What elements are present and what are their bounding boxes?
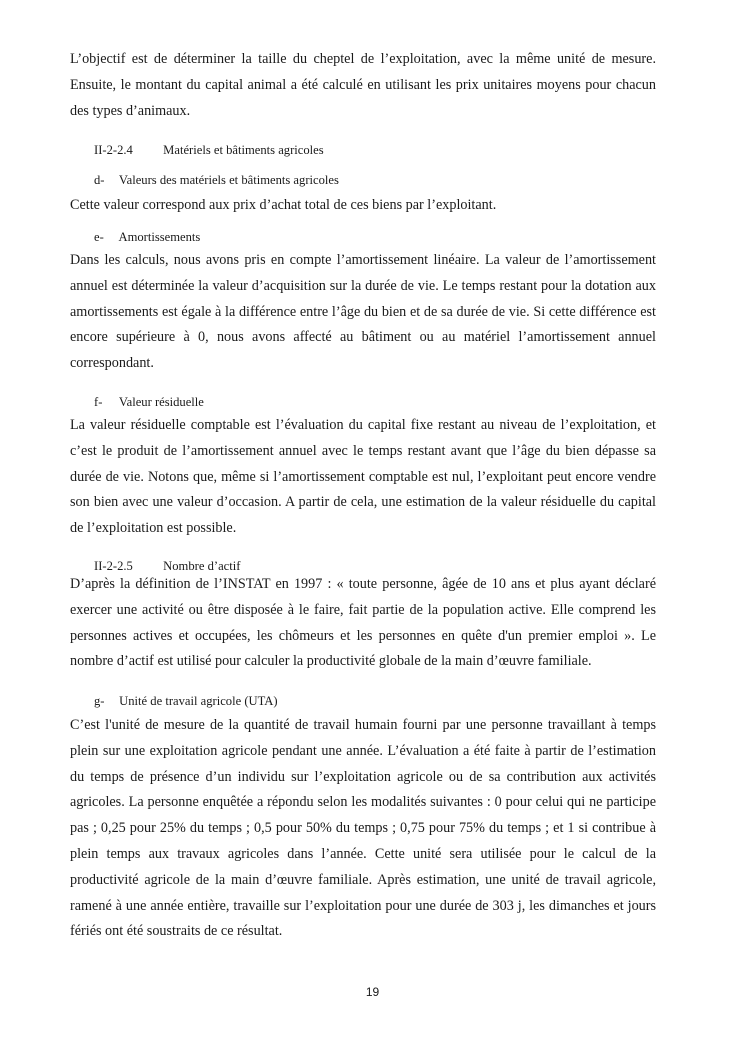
paragraph-uta: C’est l'unité de mesure de la quantité de travail humain fourni par une personne travaillant à temps plein sur une exploitation agricole pendant une année. L’évaluation a été faite à partir de l’estimation du temps de présence d’un individu sur l’exploitation agricole ou de sa contribution aux activités agricoles. La personne enquêtée a répondu selon les modalités suivantes : 0 pour celui qui ne participe pas ; 0,25 pour 25% du temps ; 0,5 pour 50% du temps ; 0,75 pour 75% du temps ; et 1 si contribue à plein temps aux travaux agricoles dans l’année. Cette unité sera utilisée pour le calcul de la productivité agricole de la main d’œuvre familiale. Après estimation, une unité de travail agricole, ramené à une année entière, travaille sur l’exploitation pour une durée de 303 j, les dimanches et jours fériés ont été soustraits de ce résultat. [70, 717, 656, 940]
paragraph-amortissement: Dans les calculs, nous avons pris en compte l’amortissement linéaire. La valeur de l’amortissement annuel est déterminée la valeur d’acquisition sur la durée de vie. Le temps restant pour la dotation aux amortissements est égale à la différence entre l’âge du bien et de sa durée de vie. Si cette différence est encore supérieure à 0, nous avons affecté au bâtiment ou au matériel l’amortissement annuel correspondant. [70, 252, 656, 372]
heading-number: d- [94, 173, 105, 187]
heading-title: Unité de travail agricole (UTA) [119, 694, 278, 708]
heading-materiels-batiments [94, 142, 324, 158]
heading-valeurs-materiels [94, 172, 339, 188]
heading-title: Matériels et bâtiments agricoles [163, 143, 324, 157]
paragraph-population-active: D’après la définition de l’INSTAT en 1997 : « toute personne, âgée de 10 ans et plus ayant déclaré exercer une activité ou être disposée à le faire, fait partie de la population active. Elle comprend les personnes actives et occupées, les chômeurs et les personnes en quête d'un premier emploi ». Le nombre d’actif est utilisé pour calculer la productivité globale de la main d’œuvre familiale. [70, 576, 656, 670]
heading-title: Valeur résiduelle [118, 395, 204, 409]
heading-number: e- [94, 230, 104, 244]
heading-uta [94, 693, 278, 709]
heading-amortissements [94, 229, 200, 245]
heading-number: II-2-2.4 [94, 143, 133, 157]
page-number: 19 [365, 985, 380, 999]
paragraph-cheptel: L’objectif est de déterminer la taille du cheptel de l’exploitation, avec la même unité de mesure. Ensuite, le montant du capital animal a été calculé en utilisant les prix unitaires moyens pour chacun des types d’animaux. [70, 51, 656, 119]
heading-number: g- [94, 694, 105, 708]
heading-valeur-residuelle [94, 394, 204, 410]
heading-number: f- [94, 395, 103, 409]
paragraph-valeur-residuelle: La valeur résiduelle comptable est l’évaluation du capital fixe restant au niveau de l’exploitation, et c’est le produit de l’amortissement annuel avec le temps restant avant que l’âge du bien dépasse sa durée de vie. Notons que, même si l’amortissement comptable est nul, l’exploitant peut encore vendre son bien avec une valeur d’occasion. A partir de cela, une estimation de la valeur résiduelle du capital de l’exploitation est possible. [70, 417, 656, 537]
heading-title: Amortissements [118, 230, 201, 244]
heading-number: II-2-2.5 [94, 559, 133, 573]
heading-title: Nombre d’actif [163, 559, 241, 573]
paragraph-valeur-achat: Cette valeur correspond aux prix d’achat total de ces biens par l’exploitant. [70, 197, 497, 213]
heading-title: Valeurs des matériels et bâtiments agricoles [118, 173, 339, 187]
